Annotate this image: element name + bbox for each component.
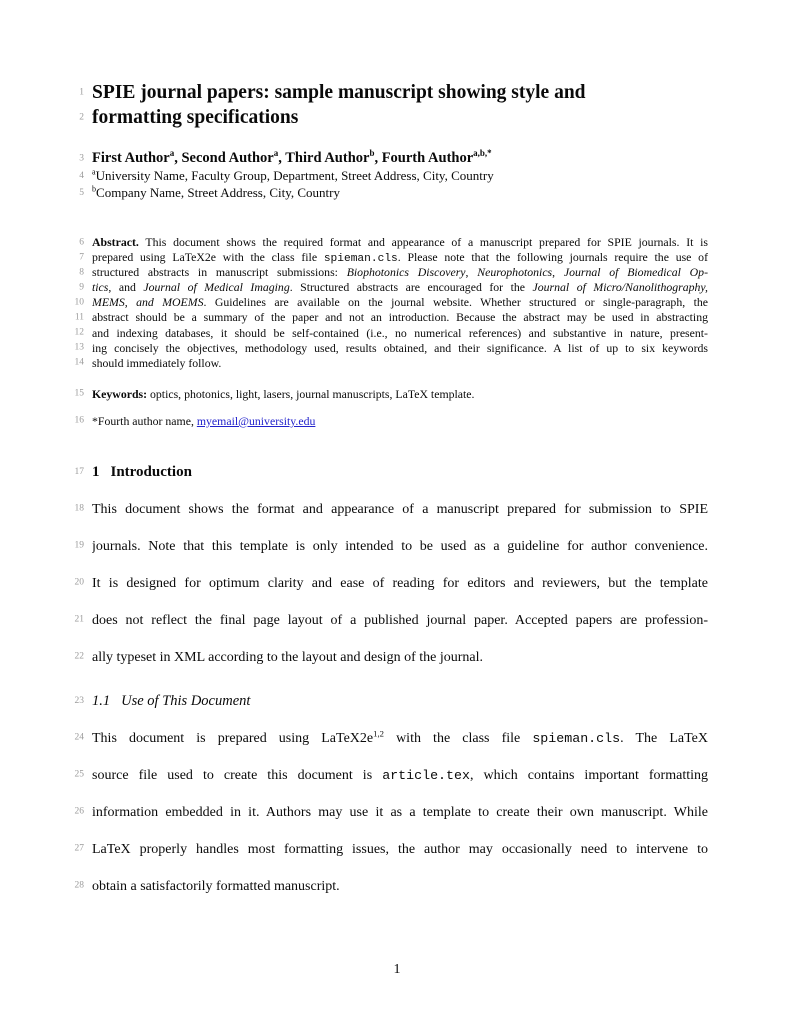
text-segment: This document shows the required format and appearance of a manuscript prepared for SPIE journals. It is bbox=[138, 235, 708, 249]
manuscript-line-7 bbox=[79, 250, 708, 266]
text-segment: 1.1 bbox=[92, 692, 111, 709]
line-number: 6 bbox=[79, 237, 84, 247]
line-text bbox=[92, 185, 708, 202]
text-segment: and indexing databases, it should be self-contained (i.e., no numerical references) and substantive in nature, present- bbox=[92, 325, 708, 340]
line-number: 9 bbox=[79, 282, 84, 293]
text-segment: This document shows the format and appearance of a manuscript prepared for submission to SPIE bbox=[92, 501, 708, 517]
text-segment: journals. Note that this template is only intended to be used as a guideline for author convenience. bbox=[92, 538, 708, 554]
manuscript-line-8 bbox=[79, 265, 708, 280]
line-number: 14 bbox=[74, 357, 84, 368]
text-segment: a bbox=[92, 167, 96, 177]
line-number: 12 bbox=[74, 327, 84, 338]
line-text bbox=[92, 149, 708, 168]
text-segment: b bbox=[92, 184, 97, 194]
text-segment: , Second Author bbox=[174, 150, 274, 166]
line-number: 18 bbox=[74, 503, 84, 514]
manuscript-line-17 bbox=[74, 462, 708, 482]
text-segment: SPIE journal papers: sample manuscript showing style and bbox=[92, 82, 586, 103]
line-text bbox=[92, 720, 708, 757]
text-segment: , bbox=[465, 265, 478, 280]
manuscript-line-28 bbox=[74, 868, 708, 905]
manuscript-line-25 bbox=[74, 757, 708, 794]
line-number: 28 bbox=[74, 880, 84, 891]
manuscript-line-26 bbox=[74, 794, 708, 831]
manuscript-line-5 bbox=[79, 184, 708, 202]
line-text bbox=[92, 295, 708, 310]
line-text bbox=[92, 310, 708, 325]
manuscript-line-3 bbox=[79, 148, 708, 168]
line-text bbox=[92, 235, 708, 250]
line-number: 16 bbox=[74, 415, 84, 426]
manuscript-line-6 bbox=[79, 235, 708, 250]
text-segment: spieman.cls bbox=[323, 253, 398, 266]
text-segment: Biophotonics Discovery bbox=[346, 265, 466, 280]
text-segment: article.tex bbox=[382, 767, 470, 783]
line-number: 3 bbox=[79, 153, 84, 163]
text-segment: with the class file bbox=[383, 730, 533, 746]
line-number: 5 bbox=[79, 187, 84, 198]
text-segment: prepared using LaTeX2e with the class file bbox=[92, 250, 324, 265]
line-text bbox=[92, 868, 708, 905]
page-number: 1 bbox=[393, 962, 401, 977]
line-number: 7 bbox=[79, 252, 84, 263]
line-number: 4 bbox=[79, 171, 84, 181]
text-segment: b bbox=[369, 148, 375, 159]
text-segment: a bbox=[273, 148, 279, 159]
line-number: 1 bbox=[79, 87, 84, 97]
text-segment: This document is prepared using LaTeX2e bbox=[92, 730, 374, 746]
line-text bbox=[92, 639, 708, 676]
text-segment: Company Name, Street Address, City, Country bbox=[96, 184, 340, 200]
manuscript-line-4 bbox=[79, 167, 708, 185]
manuscript-line-22 bbox=[74, 639, 708, 676]
line-text bbox=[92, 387, 708, 402]
text-segment: should immediately follow. bbox=[92, 355, 222, 370]
line-text bbox=[92, 265, 708, 280]
text-segment: Use of This Document bbox=[121, 692, 251, 709]
text-segment: . Guidelines are available on the journal website. Whether structured or single-paragraph, the bbox=[203, 295, 708, 310]
text-segment: spieman.cls bbox=[532, 730, 621, 746]
text-segment: , bbox=[552, 265, 564, 280]
line-text bbox=[92, 602, 708, 639]
text-segment: optics, photonics, light, lasers, journal manuscripts, LaTeX template. bbox=[147, 386, 475, 401]
line-number: 21 bbox=[74, 614, 84, 625]
line-text bbox=[92, 280, 708, 295]
text-segment: . Structured abstracts are encouraged for the bbox=[289, 280, 533, 295]
line-number: 10 bbox=[74, 297, 84, 308]
line-text bbox=[92, 462, 708, 482]
email-link[interactable]: myemail@university.edu bbox=[196, 413, 316, 428]
text-segment: Journal of Biomedical Op- bbox=[563, 265, 708, 280]
line-number: 8 bbox=[79, 267, 84, 278]
manuscript-line-24 bbox=[74, 720, 708, 757]
manuscript-line-13 bbox=[74, 340, 708, 356]
text-segment: Keywords: bbox=[92, 386, 148, 401]
line-text bbox=[92, 326, 708, 341]
line-text bbox=[92, 356, 708, 371]
text-segment: Neurophotonics bbox=[477, 265, 553, 280]
line-text bbox=[92, 105, 708, 130]
text-segment: , which contains important formatting bbox=[469, 767, 708, 783]
text-segment: , Third Author bbox=[278, 150, 370, 166]
manuscript-line-2 bbox=[79, 105, 708, 130]
line-text bbox=[92, 80, 708, 105]
manuscript-line-1 bbox=[79, 80, 708, 105]
text-segment: , Fourth Author bbox=[374, 150, 474, 166]
text-segment: structured abstracts in manuscript submissions: bbox=[92, 265, 347, 280]
text-segment: obtain a satisfactorily formatted manuscript. bbox=[92, 878, 340, 894]
text-segment: information embedded in it. Authors may use it as a template to create their own manuscript. While bbox=[92, 804, 708, 820]
line-text bbox=[92, 565, 708, 602]
manuscript-line-15 bbox=[74, 386, 708, 402]
line-number: 11 bbox=[74, 312, 84, 323]
line-number: 25 bbox=[74, 769, 84, 780]
manuscript-line-18 bbox=[74, 491, 708, 528]
text-segment: formatting specifications bbox=[92, 107, 299, 128]
line-text bbox=[92, 414, 708, 429]
manuscript-lines bbox=[74, 80, 708, 905]
line-number: 19 bbox=[74, 540, 84, 551]
line-number: 22 bbox=[74, 651, 84, 662]
manuscript-line-12 bbox=[74, 325, 708, 341]
line-number: 20 bbox=[74, 577, 84, 588]
text-segment: MEMS, and MOEMS bbox=[92, 295, 204, 310]
manuscript-line-19 bbox=[74, 528, 708, 565]
manuscript-line-20 bbox=[74, 565, 708, 602]
text-segment: ally typeset in XML according to the layout and design of the journal. bbox=[92, 649, 483, 665]
text-segment: ing concisely the objectives, methodology used, results obtained, and their significance. A list of up to six keywords bbox=[92, 340, 708, 355]
line-text bbox=[92, 691, 708, 711]
text-segment: 1 bbox=[92, 463, 100, 480]
line-text bbox=[92, 168, 708, 185]
text-segment: Journal of Medical Imaging bbox=[143, 280, 290, 295]
line-number: 23 bbox=[74, 695, 84, 706]
text-segment: University Name, Faculty Group, Department, Street Address, City, Country bbox=[95, 168, 494, 183]
text-segment: First Author bbox=[92, 150, 170, 166]
text-segment: a,b,* bbox=[473, 148, 492, 159]
text-segment: does not reflect the final page layout of a published journal paper. Accepted papers are profession- bbox=[92, 612, 708, 628]
line-text bbox=[92, 491, 708, 528]
line-text bbox=[92, 757, 708, 794]
text-segment: . The LaTeX bbox=[620, 730, 708, 746]
text-segment: , and bbox=[108, 280, 144, 295]
text-segment: *Fourth author name, bbox=[92, 413, 197, 428]
line-text bbox=[92, 250, 708, 265]
line-number: 17 bbox=[74, 466, 84, 477]
manuscript-line-10 bbox=[74, 295, 708, 310]
line-number: 24 bbox=[74, 732, 84, 743]
text-segment: Journal of Micro/Nanolithography, bbox=[532, 280, 708, 295]
text-segment: source file used to create this document is bbox=[92, 767, 383, 783]
manuscript-line-11 bbox=[74, 310, 708, 325]
text-segment: . Please note that the following journals require the use of bbox=[397, 250, 708, 265]
text-segment: It is designed for optimum clarity and ease of reading for editors and reviewers, but the template bbox=[92, 575, 708, 591]
text-segment: Introduction bbox=[110, 463, 192, 480]
text-segment: LaTeX properly handles most formatting issues, the author may occasionally need to intervene to bbox=[92, 841, 708, 857]
line-text bbox=[92, 528, 708, 565]
line-text bbox=[92, 794, 708, 831]
line-number: 2 bbox=[79, 112, 84, 122]
line-text bbox=[92, 831, 708, 868]
text-segment: 1,2 bbox=[373, 728, 384, 739]
manuscript-line-9 bbox=[79, 280, 708, 295]
text-segment: Abstract. bbox=[92, 235, 139, 249]
line-number: 27 bbox=[74, 843, 84, 854]
manuscript-line-21 bbox=[74, 602, 708, 639]
text-segment: abstract should be a summary of the paper and not an introduction. Because the abstract may be used in abstracting bbox=[92, 310, 708, 325]
line-number: 26 bbox=[74, 806, 84, 817]
manuscript-line-16 bbox=[74, 413, 708, 429]
text-segment: a bbox=[169, 148, 175, 159]
manuscript-line-14 bbox=[74, 355, 708, 371]
line-text bbox=[92, 341, 708, 356]
line-number: 13 bbox=[74, 342, 84, 353]
manuscript-line-27 bbox=[74, 831, 708, 868]
manuscript-line-23 bbox=[74, 691, 708, 711]
text-segment: tics bbox=[92, 280, 109, 295]
line-number: 15 bbox=[74, 388, 84, 399]
